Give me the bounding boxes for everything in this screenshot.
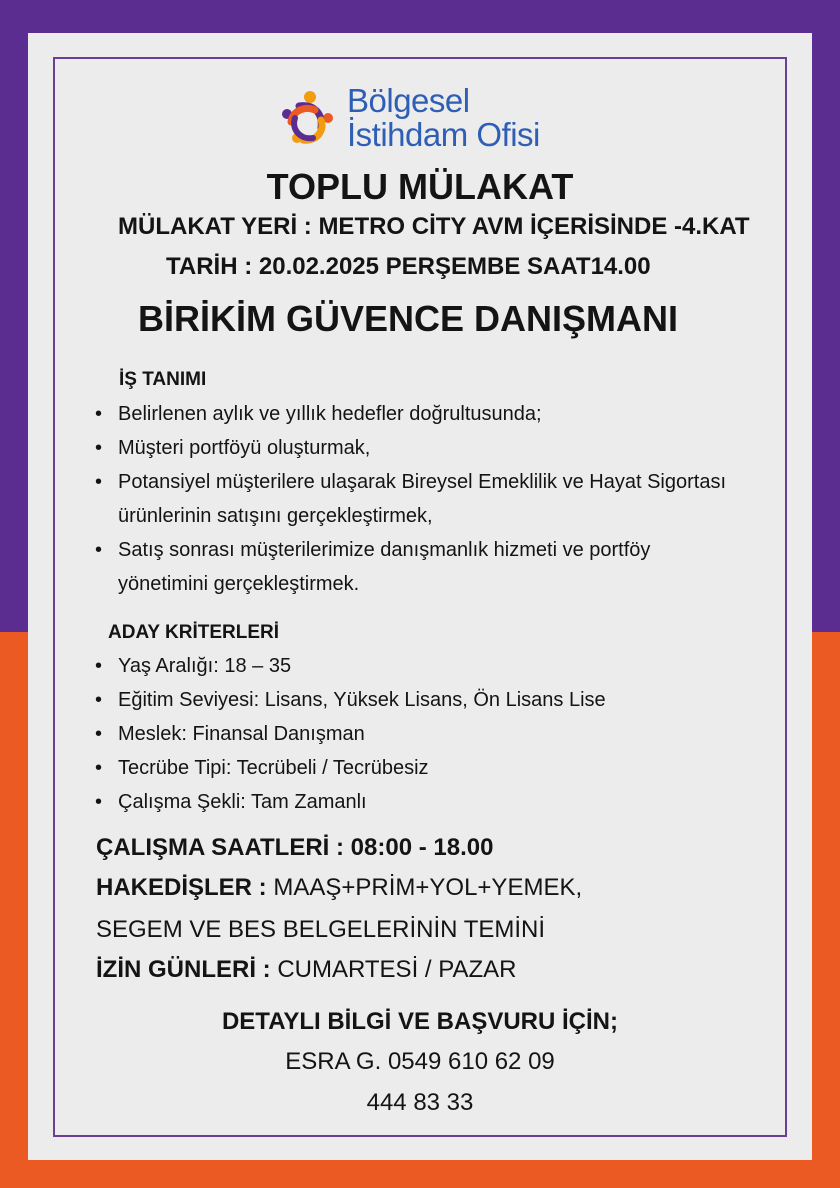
list-item: • Müşteri portföyü oluşturmak, bbox=[95, 431, 735, 465]
people-circle-icon bbox=[277, 88, 343, 150]
benefits-value: MAAŞ+PRİM+YOL+YEMEK, bbox=[273, 874, 583, 901]
working-hours bbox=[96, 834, 493, 862]
candidate-criteria-list bbox=[95, 649, 735, 819]
list-item: • Belirlenen aylık ve yıllık hedefler doğrultusunda; bbox=[95, 397, 735, 431]
benefits bbox=[96, 874, 582, 902]
logo-text-line2: İstihdam Ofisi bbox=[347, 116, 540, 153]
logo-text-line1: Bölgesel bbox=[347, 82, 470, 119]
interview-date: TARİH : 20.02.2025 PERŞEMBE SAAT14.00 bbox=[166, 253, 651, 280]
interview-location: MÜLAKAT YERİ : METRO CİTY AVM İÇERİSİNDE -4.KAT bbox=[118, 213, 750, 240]
bolgesel-istihdam-ofisi-logo bbox=[277, 84, 577, 154]
candidate-criteria-heading: ADAY KRİTERLERİ bbox=[108, 622, 280, 643]
working-hours-value: 08:00 - 18.00 bbox=[350, 834, 494, 861]
job-description-heading: İŞ TANIMI bbox=[119, 369, 207, 390]
list-item: • Çalışma Şekli: Tam Zamanlı bbox=[95, 785, 735, 819]
position-title: BİRİKİM GÜVENCE DANIŞMANI bbox=[138, 298, 679, 339]
list-item: • Satış sonrası müşterilerimize danışmanlık hizmeti ve portföy yönetimini gerçekleştirmek. bbox=[95, 533, 735, 601]
list-item: • Eğitim Seviyesi: Lisans, Yüksek Lisans, Ön Lisans Lise bbox=[95, 683, 735, 717]
contact-heading: DETAYLI BİLGİ VE BAŞVURU İÇİN; bbox=[221, 1008, 619, 1035]
days-off-label: İZİN GÜNLERİ : bbox=[96, 956, 271, 983]
benefits-label: HAKEDİŞLER : bbox=[96, 874, 267, 901]
days-off bbox=[96, 956, 516, 984]
days-off-value: CUMARTESİ / PAZAR bbox=[277, 956, 517, 983]
contact-phone: 444 83 33 bbox=[366, 1089, 474, 1116]
working-hours-label: ÇALIŞMA SAATLERİ : bbox=[96, 834, 344, 861]
contact-person: ESRA G. 0549 610 62 09 bbox=[285, 1048, 555, 1075]
list-item: • Yaş Aralığı: 18 – 35 bbox=[95, 649, 735, 683]
job-description-list bbox=[95, 397, 735, 601]
list-item: • Potansiyel müşterilere ulaşarak Bireysel Emeklilik ve Hayat Sigortası ürünlerinin satışını gerçekleştirmek, bbox=[95, 465, 735, 533]
benefits-line2: SEGEM VE BES BELGELERİNİN TEMİNİ bbox=[96, 916, 546, 943]
list-item: • Meslek: Finansal Danışman bbox=[95, 717, 735, 751]
list-item: • Tecrübe Tipi: Tecrübeli / Tecrübesiz bbox=[95, 751, 735, 785]
page-title: TOPLU MÜLAKAT bbox=[266, 166, 574, 207]
